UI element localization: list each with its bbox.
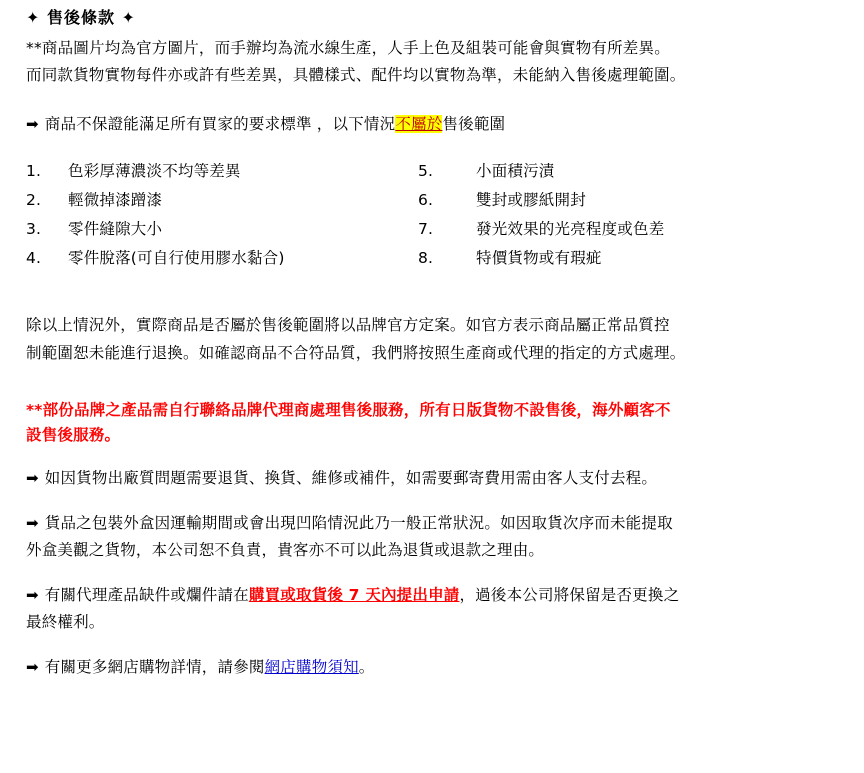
exclusion-text-1: 色彩厚薄濃淡不均等差異 xyxy=(68,162,241,181)
spacer xyxy=(26,493,850,511)
notice-line-1: **部份品牌之產品需自行聯絡品牌代理商處理售後服務，所有日版貨物不設售後，海外顧客不 xyxy=(26,400,671,419)
exclusion-num-3: 3. xyxy=(26,220,42,239)
exclusion-num-5: 5. xyxy=(418,162,434,181)
page-title: ✦ 售後條款 ✦ xyxy=(26,8,136,27)
exclusion-num-4: 4. xyxy=(26,249,42,268)
more-info-after: 。 xyxy=(358,658,375,677)
bullet-agent-claim xyxy=(26,583,850,608)
bullet-more-info xyxy=(26,655,850,680)
agent-line-before: 有關代理產品缺件或爛件請在 xyxy=(44,586,249,605)
policy-line-1: 除以上情況外，實際商品是否屬於售後範圍將以品牌官方定案。如官方表示商品屬正常品質控 xyxy=(26,316,670,335)
scope-line xyxy=(26,112,850,137)
arrow-icon: ➡ xyxy=(26,658,39,677)
exclusion-text-3: 零件縫隙大小 xyxy=(68,220,163,239)
exclusion-text-8: 特價貨物或有瑕疵 xyxy=(476,249,602,268)
shop-guide-link[interactable]: 網店購物須知 xyxy=(264,658,359,677)
arrow-icon: ➡ xyxy=(26,115,39,134)
scope-line-before: 商品不保證能滿足所有買家的要求標準 ，以下情況 xyxy=(44,115,396,134)
agent-line-second: 最終權利。 xyxy=(26,613,105,632)
exclusion-num-7: 7. xyxy=(418,220,434,239)
arrow-icon: ➡ xyxy=(26,513,39,532)
scope-line-highlight: 不屬於 xyxy=(395,115,443,134)
exclusion-num-2: 2. xyxy=(26,191,42,210)
spacer xyxy=(26,637,850,655)
arrow-icon: ➡ xyxy=(26,586,39,605)
policy-line-2: 制範圍恕未能進行退換。如確認商品不合符品質，我們將按照生產商或代理的指定的方式處理。 xyxy=(26,343,686,362)
exclusion-num-1: 1. xyxy=(26,162,42,181)
spacer xyxy=(26,139,850,157)
spacer xyxy=(26,448,850,466)
intro-line-2: 而同款貨物實物每件亦或許有些差異，具體樣式、配件均以實物為準，未能納入售後處理範圍。 xyxy=(26,66,686,85)
spacer xyxy=(26,565,850,583)
exclusion-text-6: 雙封或膠紙開封 xyxy=(476,191,586,210)
arrow-icon: ➡ xyxy=(26,468,39,487)
bullet-shipping xyxy=(26,466,850,491)
more-info-before: 有關更多網店購物詳情，請參閱 xyxy=(44,658,265,677)
list-item xyxy=(26,215,806,244)
bullet-packaging-text-2: 外盒美觀之貨物，本公司恕不負責，貴客亦不可以此為退貨或退款之理由。 xyxy=(26,541,545,560)
list-item xyxy=(26,244,806,273)
bullet-packaging-text-1: 貨品之包裝外盒因運輸期間或會出現凹陷情況此乃一般正常狀況。如因取貨次序而未能提取 xyxy=(44,513,673,532)
spacer xyxy=(26,273,850,313)
list-item xyxy=(26,157,806,186)
agent-line-after: ，過後本公司將保留是否更換之 xyxy=(459,586,680,605)
spacer xyxy=(26,102,850,112)
bullet-shipping-text: 如因貨物出廠質問題需要退貨、換貨、維修或補件，如需要郵寄費用需由客人支付去程。 xyxy=(44,468,658,487)
exclusion-list xyxy=(26,157,806,273)
intro-line-1: **商品圖片均為官方圖片，而手辦均為流水線生產，人手上色及組裝可能會與實物有所差異。 xyxy=(26,39,670,57)
exclusion-text-2: 輕微掉漆蹭漆 xyxy=(68,191,163,210)
exclusion-text-4: 零件脫落(可自行使用膠水黏合) xyxy=(68,249,285,268)
exclusion-num-6: 6. xyxy=(418,191,434,210)
bullet-packaging xyxy=(26,511,850,536)
exclusion-num-8: 8. xyxy=(418,249,434,268)
list-item xyxy=(26,186,806,215)
scope-line-after: 售後範圍 xyxy=(442,115,506,134)
spacer xyxy=(26,368,850,398)
exclusion-text-7: 發光效果的光亮程度或色差 xyxy=(476,220,665,239)
exclusion-text-5: 小面積污漬 xyxy=(476,162,555,181)
notice-line-2: 設售後服務。 xyxy=(26,425,121,444)
agent-line-emphasis: 購買或取貨後 7 天內提出申請 xyxy=(248,586,460,605)
